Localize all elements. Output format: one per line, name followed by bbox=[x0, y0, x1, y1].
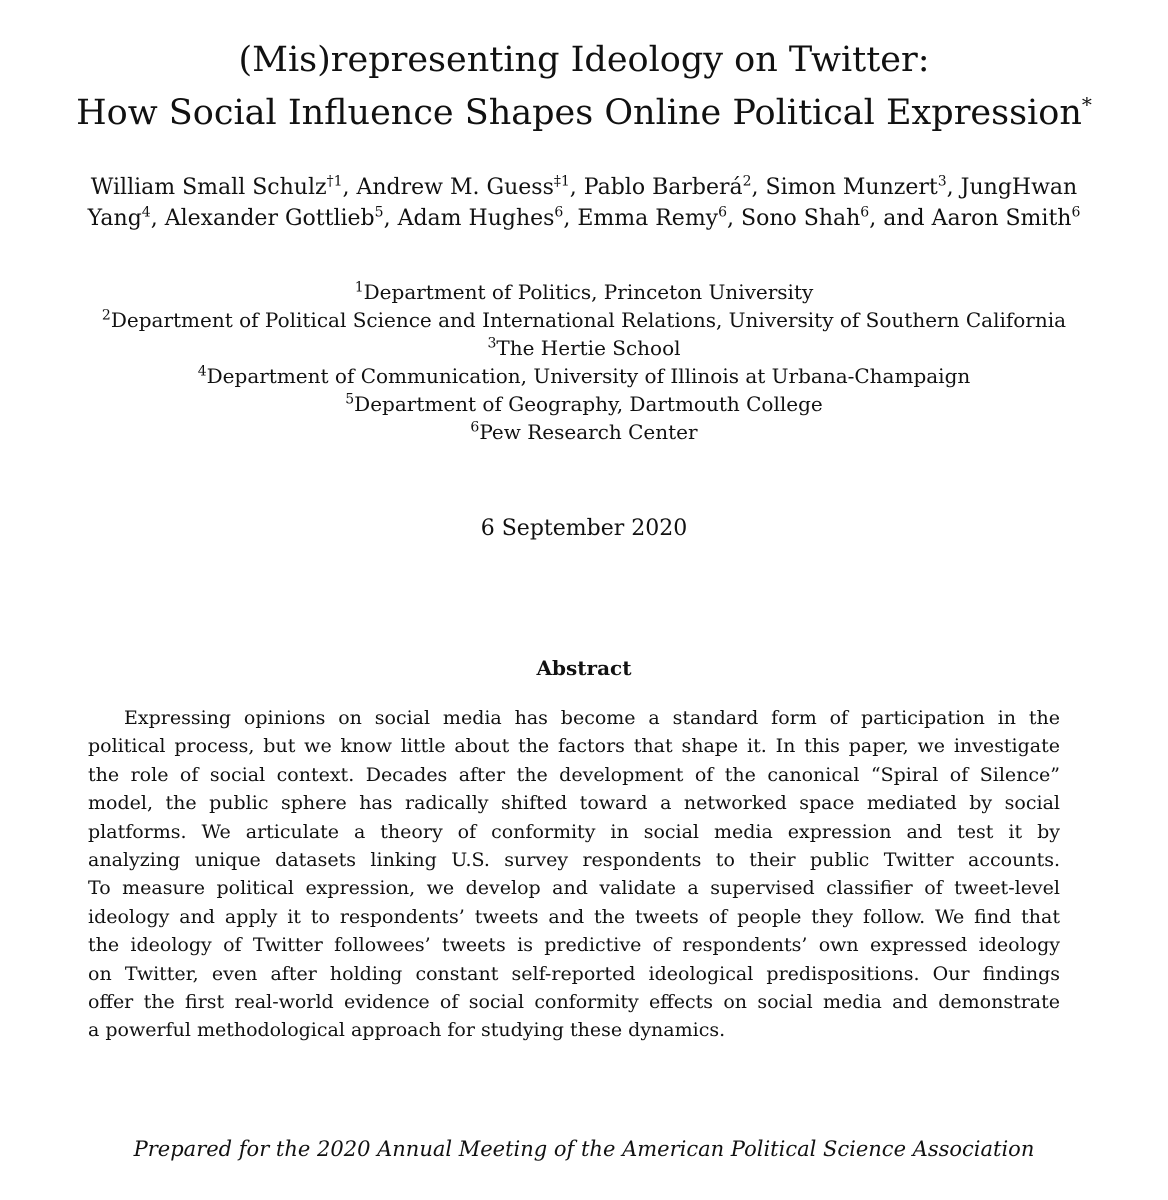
author-affil-mark: 6 bbox=[1071, 204, 1081, 221]
abstract-line: model, the public sphere has radically shifted toward a networked space mediated by social bbox=[88, 792, 1060, 815]
author-name: Aaron Smith bbox=[931, 206, 1072, 231]
title-line-2 bbox=[0, 87, 1168, 140]
author-name: Emma Remy bbox=[577, 206, 719, 231]
affiliation: $^5$Department of Geography, Dartmouth College bbox=[345, 391, 823, 416]
affiliation: $^3$The Hertie School bbox=[487, 335, 681, 360]
abstract-line: the ideology of Twitter followees’ tweets is predictive of respondents’ own expressed ideology bbox=[88, 934, 1060, 957]
author-name: William Small Schulz bbox=[90, 175, 327, 200]
author-name: Pablo Barberá bbox=[583, 175, 743, 200]
title-line-1: (Mis)representing Ideology on Twitter: bbox=[238, 40, 930, 80]
abstract-line: the role of social context. Decades after the development of the canonical “Spiral of Silence” bbox=[88, 763, 1060, 786]
author-affil-mark: †1 bbox=[326, 173, 343, 190]
conference-note: Prepared for the 2020 Annual Meeting of the American Political Science Association bbox=[133, 1137, 1035, 1161]
author-name: Alexander Gottlieb bbox=[164, 206, 375, 231]
affiliation-number: 6 bbox=[470, 419, 480, 436]
author-affil-mark: 5 bbox=[374, 204, 384, 221]
abstract-heading: Abstract bbox=[536, 656, 632, 680]
abstract-line: Expressing opinions on social media has become a standard form of participation in the bbox=[124, 707, 1060, 729]
abstract-line: offer the first real-world evidence of social conformity effects on social media and demonstrate bbox=[88, 991, 1060, 1014]
abstract-line: a powerful methodological approach for studying these dynamics. bbox=[88, 1019, 726, 1042]
author-name: Sono Shah bbox=[741, 206, 861, 231]
author-affil-mark: 6 bbox=[718, 204, 728, 221]
title-line-2-text: How Social Influence Shapes Online Political Expression bbox=[76, 93, 1082, 133]
affiliation-number: 4 bbox=[197, 363, 207, 380]
author-line-2: Yang$^4$, Alexander Gottlieb$^5$, Adam Hughes$^6$, Emma Remy$^6$, Sono Shah$^6$, and Aaron Smith$^6$ bbox=[87, 204, 1081, 231]
publication-date: 6 September 2020 bbox=[480, 516, 688, 541]
author-affil-mark: 6 bbox=[860, 204, 870, 221]
author-name: Adam Hughes bbox=[397, 206, 555, 231]
affiliation: $^6$Pew Research Center bbox=[470, 419, 698, 444]
author-name: Andrew M. Guess bbox=[356, 175, 554, 200]
abstract-line: analyzing unique datasets linking U.S. survey respondents to their public Twitter accounts. bbox=[88, 849, 1060, 872]
abstract-line: To measure political expression, we develop and validate a supervised classifier of tweet-level bbox=[88, 877, 1060, 900]
paper-title bbox=[0, 34, 1168, 140]
author-affil-mark: 2 bbox=[742, 173, 752, 190]
author-name-part: Yang bbox=[87, 206, 142, 231]
abstract-body bbox=[88, 704, 1060, 1045]
author-affil-mark: 6 bbox=[554, 204, 564, 221]
author-affil-mark: ‡1 bbox=[553, 173, 570, 190]
affiliation: $^4$Department of Communication, University of Illinois at Urbana-Champaign bbox=[197, 363, 971, 388]
author-name: Simon Munzert bbox=[765, 175, 938, 200]
title-footnote-mark: * bbox=[1081, 92, 1092, 117]
author-list bbox=[20, 172, 1148, 234]
affiliation: $^2$Department of Political Science and International Relations, University of Southern California bbox=[101, 307, 1067, 332]
affiliation-number: 2 bbox=[101, 307, 111, 324]
abstract-line: ideology and apply it to respondents’ tweets and the tweets of people they follow. We find that bbox=[88, 905, 1060, 928]
abstract-line: platforms. We articulate a theory of conformity in social media expression and test it by bbox=[88, 820, 1060, 843]
author-affil-mark: 3 bbox=[937, 173, 947, 190]
author-name-part: JungHwan bbox=[960, 175, 1078, 200]
affiliation-list bbox=[0, 278, 1168, 446]
author-line-1: William Small Schulz$^{\dagger 1}$, Andrew M. Guess$^{\ddagger 1}$, Pablo Barberá$^2$, Simon Munzert$^3$, JungHwan bbox=[90, 173, 1078, 200]
affiliation-number: 5 bbox=[345, 391, 355, 408]
abstract-line: political process, but we know little about the factors that shape it. In this paper, we investigate bbox=[88, 735, 1060, 758]
abstract-line: on Twitter, even after holding constant self-reported ideological predispositions. Our findings bbox=[88, 962, 1060, 985]
author-affil-mark: 4 bbox=[141, 204, 151, 221]
affiliation-number: 1 bbox=[354, 279, 364, 296]
affiliation-number: 3 bbox=[487, 335, 497, 352]
affiliation: $^1$Department of Politics, Princeton University bbox=[354, 279, 814, 304]
